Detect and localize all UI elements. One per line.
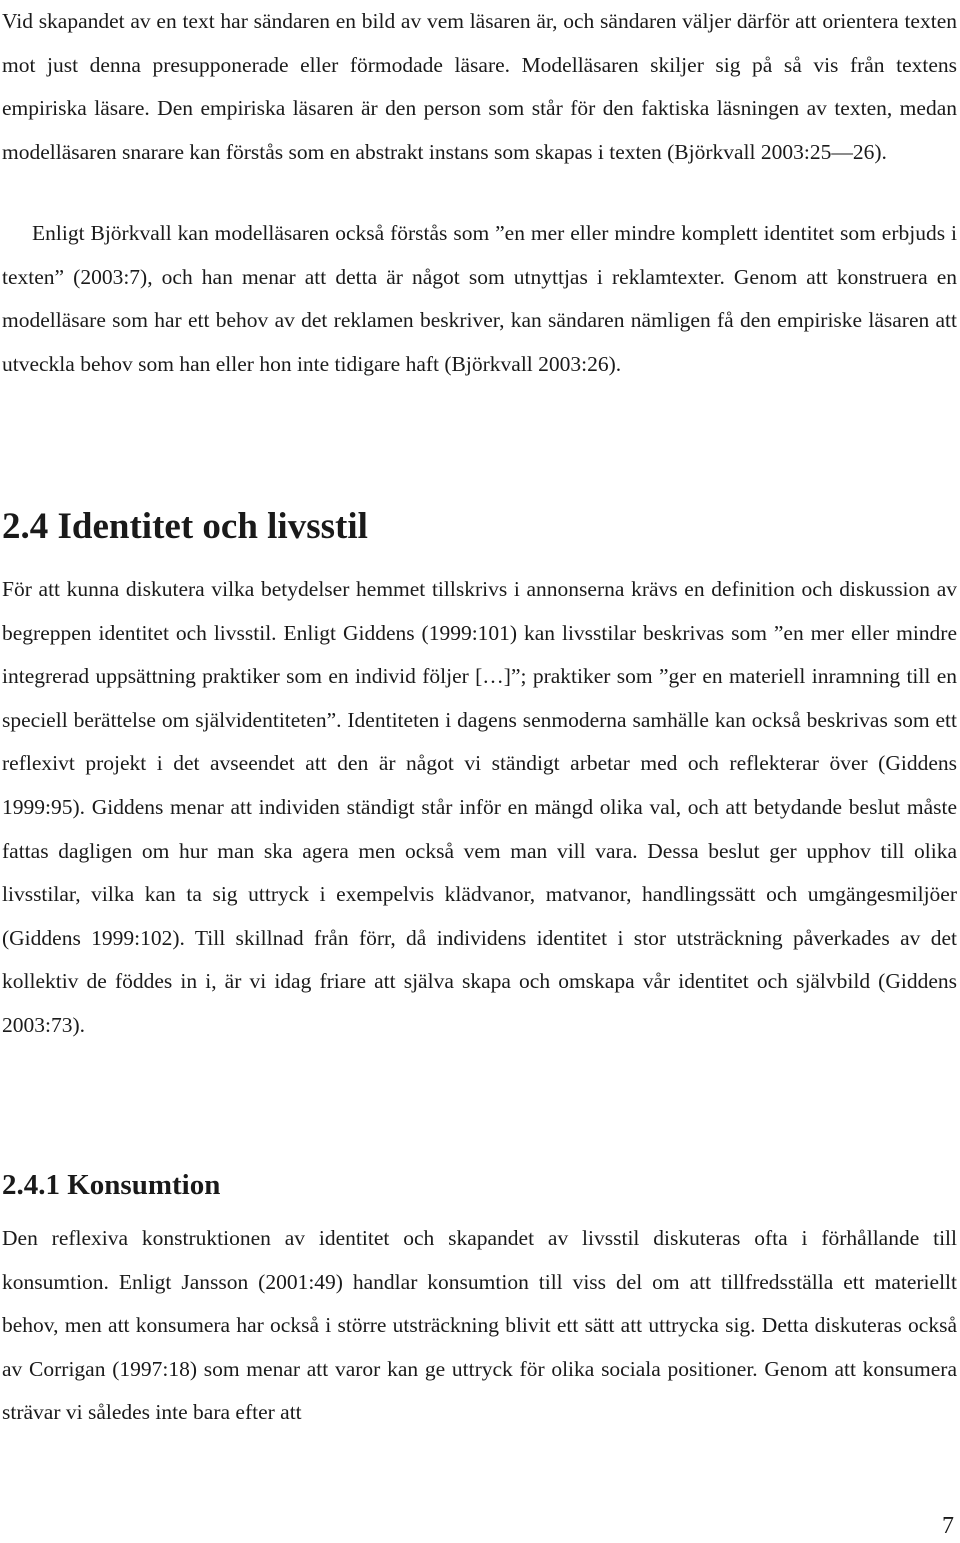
page-number: 7 <box>942 1513 954 1539</box>
paragraph-identity-lifestyle: För att kunna diskutera vilka betydelser hemmet tillskrivs i annonserna krävs en definition och diskussion av begreppen identitet och livsstil. Enligt Giddens (1999:101) kan livsstilar beskrivas som ”en mer eller mindre integrerad uppsättning praktiker som en individ följer […]”; praktiker som ”ger en materiell inramning till en speciell berättelse om självidentiteten”. Identiteten i dagens senmoderna samhälle kan också beskrivas som ett reflexivt projekt i det avseendet att den är något vi ständigt arbetar med och reflekterar över (Giddens 1999:95). Giddens menar att individen ständigt står inför en mängd olika val, och att betydande beslut måste fattas dagligen om hur man ska agera men också vem man vill vara. Dessa beslut ger upphov till olika livsstilar, vilka kan ta sig uttryck i exempelvis klädvanor, matvanor, handlingssätt och umgängesmiljöer (Giddens 1999:102). Till skillnad från förr, då individens identitet i stor utsträckning påverkades av det kollektiv de föddes in i, är vi idag friare att själva skapa och omskapa vår identitet och självbild (Giddens 2003:73). <box>2 577 957 1037</box>
section-heading: 2.4 Identitet och livsstil <box>2 506 368 547</box>
subsection-heading: 2.4.1 Konsumtion <box>2 1169 221 1201</box>
paragraph-consumption: Den reflexiva konstruktionen av identitet och skapandet av livsstil diskuteras ofta i förhållande till konsumtion. Enligt Jansson (2001:49) handlar konsumtion till viss del om att tillfredsställa ett materiellt behov, men att konsumera har också i större utsträckning blivit ett sätt att uttrycka sig. Detta diskuteras också av Corrigan (1997:18) som menar att varor kan ge uttryck för olika sociala positioner. Genom att konsumera strävar vi således inte bara efter att <box>2 1226 957 1425</box>
paragraph-bjorkvall: Enligt Björkvall kan modelläsaren också förstås som ”en mer eller mindre komplett identitet som erbjuds i texten” (2003:7), och han menar att detta är något som utnyttjas i reklamtexter. Genom att konstruera en modelläsare som har ett behov av det reklamen beskriver, kan sändaren nämligen få den empiriske läsaren att utveckla behov som han eller hon inte tidigare haft (Björkvall 2003:26). <box>2 221 957 376</box>
paragraph-model-reader: Vid skapandet av en text har sändaren en bild av vem läsaren är, och sändaren väljer därför att orientera texten mot just denna presupponerade eller förmodade läsare. Modelläsaren skiljer sig på så vis från textens empiriska läsare. Den empiriska läsaren är den person som står för den faktiska läsningen av texten, medan modelläsaren snarare kan förstås som en abstrakt instans som skapas i texten (Björkvall 2003:25—26). <box>2 9 957 164</box>
